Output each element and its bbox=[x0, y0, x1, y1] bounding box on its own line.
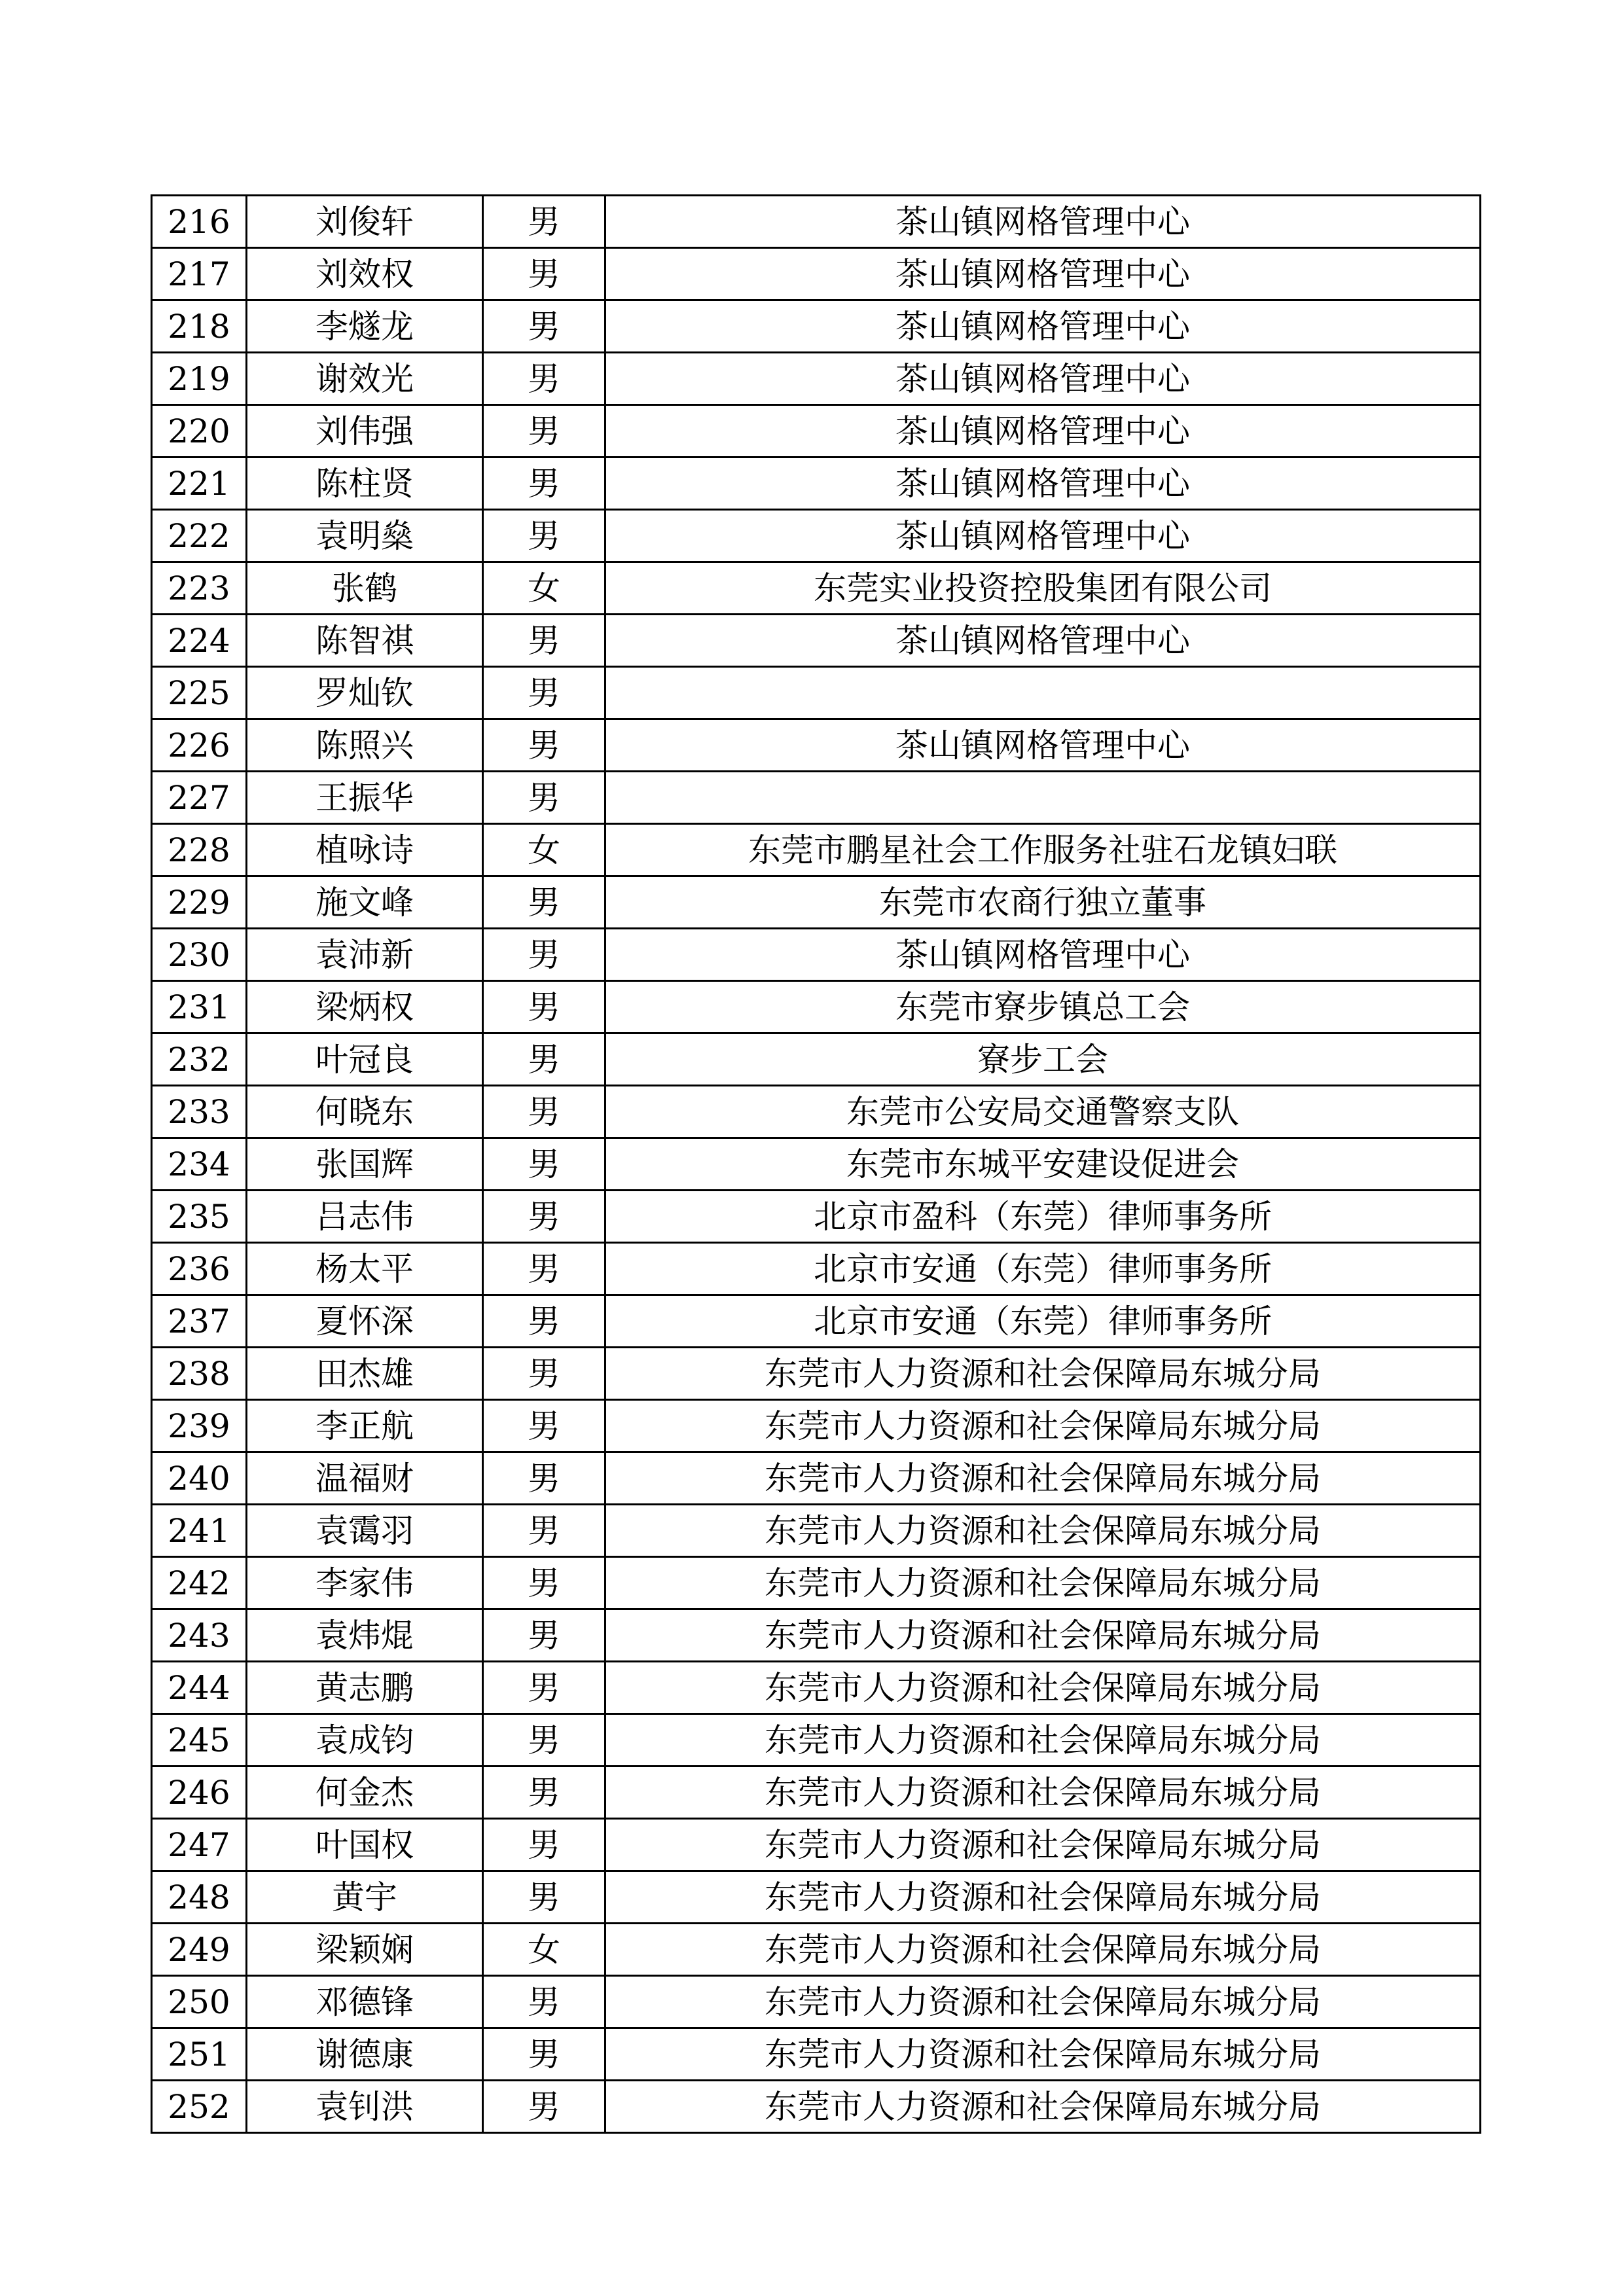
table-row bbox=[152, 1819, 1481, 1871]
row-number-cell: 226 bbox=[152, 719, 247, 772]
roster-table bbox=[151, 194, 1481, 2134]
gender-cell: 男 bbox=[483, 1400, 605, 1452]
name-cell: 黄志鹏 bbox=[247, 1662, 483, 1714]
row-number-cell: 219 bbox=[152, 353, 247, 405]
unit-cell: 东莞实业投资控股集团有限公司 bbox=[605, 562, 1481, 615]
name-cell: 梁颖娴 bbox=[247, 1924, 483, 1976]
row-number-cell: 241 bbox=[152, 1505, 247, 1557]
row-number-cell: 228 bbox=[152, 824, 247, 876]
unit-cell: 东莞市人力资源和社会保障局东城分局 bbox=[605, 1819, 1481, 1871]
unit-cell: 茶山镇网格管理中心 bbox=[605, 929, 1481, 981]
table-row bbox=[152, 353, 1481, 405]
row-number-cell: 222 bbox=[152, 510, 247, 562]
unit-cell: 东莞市人力资源和社会保障局东城分局 bbox=[605, 1767, 1481, 1819]
name-cell: 陈照兴 bbox=[247, 719, 483, 772]
table-row bbox=[152, 510, 1481, 562]
row-number-cell: 238 bbox=[152, 1348, 247, 1400]
gender-cell: 男 bbox=[483, 667, 605, 719]
gender-cell: 男 bbox=[483, 1714, 605, 1767]
unit-cell: 茶山镇网格管理中心 bbox=[605, 353, 1481, 405]
row-number-cell: 246 bbox=[152, 1767, 247, 1819]
gender-cell: 男 bbox=[483, 719, 605, 772]
gender-cell: 男 bbox=[483, 353, 605, 405]
row-number-cell: 225 bbox=[152, 667, 247, 719]
gender-cell: 男 bbox=[483, 1662, 605, 1714]
unit-cell: 东莞市人力资源和社会保障局东城分局 bbox=[605, 1924, 1481, 1976]
table-row bbox=[152, 929, 1481, 981]
name-cell: 张鹤 bbox=[247, 562, 483, 615]
table-row bbox=[152, 1714, 1481, 1767]
gender-cell: 男 bbox=[483, 1138, 605, 1191]
name-cell: 袁成钧 bbox=[247, 1714, 483, 1767]
gender-cell: 男 bbox=[483, 876, 605, 929]
table-row bbox=[152, 1086, 1481, 1138]
name-cell: 黄宇 bbox=[247, 1871, 483, 1924]
table-row bbox=[152, 1191, 1481, 1243]
name-cell: 陈智祺 bbox=[247, 615, 483, 667]
unit-cell: 茶山镇网格管理中心 bbox=[605, 300, 1481, 353]
table-row bbox=[152, 1557, 1481, 1609]
name-cell: 施文峰 bbox=[247, 876, 483, 929]
table-row bbox=[152, 457, 1481, 510]
unit-cell: 东莞市人力资源和社会保障局东城分局 bbox=[605, 1557, 1481, 1609]
name-cell: 何晓东 bbox=[247, 1086, 483, 1138]
table-row bbox=[152, 1138, 1481, 1191]
unit-cell: 茶山镇网格管理中心 bbox=[605, 405, 1481, 457]
unit-cell: 东莞市人力资源和社会保障局东城分局 bbox=[605, 1871, 1481, 1924]
gender-cell: 男 bbox=[483, 1295, 605, 1348]
table-row bbox=[152, 1033, 1481, 1086]
name-cell: 邓德锋 bbox=[247, 1976, 483, 2028]
row-number-cell: 227 bbox=[152, 772, 247, 824]
unit-cell: 东莞市公安局交通警察支队 bbox=[605, 1086, 1481, 1138]
gender-cell: 男 bbox=[483, 2081, 605, 2133]
gender-cell: 男 bbox=[483, 1871, 605, 1924]
table-row bbox=[152, 1452, 1481, 1505]
unit-cell: 茶山镇网格管理中心 bbox=[605, 196, 1481, 248]
name-cell: 田杰雄 bbox=[247, 1348, 483, 1400]
unit-cell: 茶山镇网格管理中心 bbox=[605, 510, 1481, 562]
gender-cell: 男 bbox=[483, 1505, 605, 1557]
row-number-cell: 236 bbox=[152, 1243, 247, 1295]
table-row bbox=[152, 1348, 1481, 1400]
unit-cell: 北京市安通（东莞）律师事务所 bbox=[605, 1295, 1481, 1348]
unit-cell: 北京市安通（东莞）律师事务所 bbox=[605, 1243, 1481, 1295]
table-row bbox=[152, 1662, 1481, 1714]
row-number-cell: 221 bbox=[152, 457, 247, 510]
gender-cell: 男 bbox=[483, 1348, 605, 1400]
row-number-cell: 234 bbox=[152, 1138, 247, 1191]
table-row bbox=[152, 300, 1481, 353]
roster-body bbox=[152, 196, 1481, 2133]
table-row bbox=[152, 1871, 1481, 1924]
table-row bbox=[152, 719, 1481, 772]
gender-cell: 男 bbox=[483, 405, 605, 457]
row-number-cell: 244 bbox=[152, 1662, 247, 1714]
name-cell: 谢德康 bbox=[247, 2028, 483, 2081]
name-cell: 袁沛新 bbox=[247, 929, 483, 981]
name-cell: 夏怀深 bbox=[247, 1295, 483, 1348]
table-row bbox=[152, 1767, 1481, 1819]
name-cell: 刘伟强 bbox=[247, 405, 483, 457]
table-row bbox=[152, 1924, 1481, 1976]
unit-cell bbox=[605, 772, 1481, 824]
table-row bbox=[152, 772, 1481, 824]
row-number-cell: 240 bbox=[152, 1452, 247, 1505]
name-cell: 刘效权 bbox=[247, 248, 483, 300]
unit-cell: 东莞市人力资源和社会保障局东城分局 bbox=[605, 1714, 1481, 1767]
table-row bbox=[152, 2081, 1481, 2133]
name-cell: 袁明燊 bbox=[247, 510, 483, 562]
row-number-cell: 247 bbox=[152, 1819, 247, 1871]
unit-cell: 东莞市人力资源和社会保障局东城分局 bbox=[605, 2081, 1481, 2133]
table-row bbox=[152, 1976, 1481, 2028]
table-row bbox=[152, 405, 1481, 457]
unit-cell: 东莞市人力资源和社会保障局东城分局 bbox=[605, 1662, 1481, 1714]
gender-cell: 男 bbox=[483, 248, 605, 300]
row-number-cell: 232 bbox=[152, 1033, 247, 1086]
table-row bbox=[152, 2028, 1481, 2081]
gender-cell: 男 bbox=[483, 1452, 605, 1505]
gender-cell: 男 bbox=[483, 2028, 605, 2081]
row-number-cell: 251 bbox=[152, 2028, 247, 2081]
unit-cell: 茶山镇网格管理中心 bbox=[605, 457, 1481, 510]
gender-cell: 男 bbox=[483, 510, 605, 562]
name-cell: 王振华 bbox=[247, 772, 483, 824]
table-row bbox=[152, 562, 1481, 615]
gender-cell: 女 bbox=[483, 562, 605, 615]
unit-cell bbox=[605, 667, 1481, 719]
name-cell: 杨太平 bbox=[247, 1243, 483, 1295]
name-cell: 梁炳权 bbox=[247, 981, 483, 1033]
table-row bbox=[152, 1609, 1481, 1662]
row-number-cell: 248 bbox=[152, 1871, 247, 1924]
row-number-cell: 250 bbox=[152, 1976, 247, 2028]
name-cell: 陈柱贤 bbox=[247, 457, 483, 510]
gender-cell: 女 bbox=[483, 824, 605, 876]
gender-cell: 男 bbox=[483, 615, 605, 667]
unit-cell: 东莞市人力资源和社会保障局东城分局 bbox=[605, 1976, 1481, 2028]
name-cell: 袁霭羽 bbox=[247, 1505, 483, 1557]
gender-cell: 男 bbox=[483, 300, 605, 353]
gender-cell: 男 bbox=[483, 457, 605, 510]
unit-cell: 茶山镇网格管理中心 bbox=[605, 615, 1481, 667]
table-row bbox=[152, 824, 1481, 876]
gender-cell: 男 bbox=[483, 1086, 605, 1138]
row-number-cell: 233 bbox=[152, 1086, 247, 1138]
unit-cell: 东莞市农商行独立董事 bbox=[605, 876, 1481, 929]
gender-cell: 男 bbox=[483, 981, 605, 1033]
row-number-cell: 252 bbox=[152, 2081, 247, 2133]
table-row bbox=[152, 1243, 1481, 1295]
table-row bbox=[152, 876, 1481, 929]
name-cell: 叶国权 bbox=[247, 1819, 483, 1871]
name-cell: 刘俊轩 bbox=[247, 196, 483, 248]
table-row bbox=[152, 1505, 1481, 1557]
row-number-cell: 237 bbox=[152, 1295, 247, 1348]
gender-cell: 男 bbox=[483, 1976, 605, 2028]
unit-cell: 北京市盈科（东莞）律师事务所 bbox=[605, 1191, 1481, 1243]
name-cell: 李家伟 bbox=[247, 1557, 483, 1609]
row-number-cell: 217 bbox=[152, 248, 247, 300]
name-cell: 李正航 bbox=[247, 1400, 483, 1452]
name-cell: 吕志伟 bbox=[247, 1191, 483, 1243]
table-row bbox=[152, 981, 1481, 1033]
unit-cell: 东莞市东城平安建设促进会 bbox=[605, 1138, 1481, 1191]
row-number-cell: 249 bbox=[152, 1924, 247, 1976]
row-number-cell: 223 bbox=[152, 562, 247, 615]
name-cell: 叶冠良 bbox=[247, 1033, 483, 1086]
gender-cell: 女 bbox=[483, 1924, 605, 1976]
unit-cell: 茶山镇网格管理中心 bbox=[605, 719, 1481, 772]
row-number-cell: 218 bbox=[152, 300, 247, 353]
row-number-cell: 220 bbox=[152, 405, 247, 457]
row-number-cell: 229 bbox=[152, 876, 247, 929]
table-row bbox=[152, 1400, 1481, 1452]
unit-cell: 茶山镇网格管理中心 bbox=[605, 248, 1481, 300]
gender-cell: 男 bbox=[483, 1191, 605, 1243]
gender-cell: 男 bbox=[483, 196, 605, 248]
name-cell: 植咏诗 bbox=[247, 824, 483, 876]
name-cell: 张国辉 bbox=[247, 1138, 483, 1191]
table-row bbox=[152, 1295, 1481, 1348]
name-cell: 温福财 bbox=[247, 1452, 483, 1505]
name-cell: 袁钊洪 bbox=[247, 2081, 483, 2133]
unit-cell: 东莞市人力资源和社会保障局东城分局 bbox=[605, 2028, 1481, 2081]
name-cell: 谢效光 bbox=[247, 353, 483, 405]
unit-cell: 东莞市鹏星社会工作服务社驻石龙镇妇联 bbox=[605, 824, 1481, 876]
gender-cell: 男 bbox=[483, 1243, 605, 1295]
unit-cell: 东莞市寮步镇总工会 bbox=[605, 981, 1481, 1033]
unit-cell: 东莞市人力资源和社会保障局东城分局 bbox=[605, 1609, 1481, 1662]
table-row bbox=[152, 196, 1481, 248]
gender-cell: 男 bbox=[483, 1557, 605, 1609]
row-number-cell: 239 bbox=[152, 1400, 247, 1452]
row-number-cell: 231 bbox=[152, 981, 247, 1033]
name-cell: 罗灿钦 bbox=[247, 667, 483, 719]
name-cell: 何金杰 bbox=[247, 1767, 483, 1819]
gender-cell: 男 bbox=[483, 772, 605, 824]
row-number-cell: 245 bbox=[152, 1714, 247, 1767]
gender-cell: 男 bbox=[483, 1033, 605, 1086]
table-row bbox=[152, 248, 1481, 300]
row-number-cell: 235 bbox=[152, 1191, 247, 1243]
row-number-cell: 230 bbox=[152, 929, 247, 981]
name-cell: 李燧龙 bbox=[247, 300, 483, 353]
gender-cell: 男 bbox=[483, 1609, 605, 1662]
row-number-cell: 224 bbox=[152, 615, 247, 667]
unit-cell: 东莞市人力资源和社会保障局东城分局 bbox=[605, 1348, 1481, 1400]
gender-cell: 男 bbox=[483, 1767, 605, 1819]
row-number-cell: 216 bbox=[152, 196, 247, 248]
unit-cell: 东莞市人力资源和社会保障局东城分局 bbox=[605, 1452, 1481, 1505]
name-cell: 袁炜焜 bbox=[247, 1609, 483, 1662]
gender-cell: 男 bbox=[483, 929, 605, 981]
unit-cell: 寮步工会 bbox=[605, 1033, 1481, 1086]
unit-cell: 东莞市人力资源和社会保障局东城分局 bbox=[605, 1505, 1481, 1557]
gender-cell: 男 bbox=[483, 1819, 605, 1871]
table-row bbox=[152, 615, 1481, 667]
row-number-cell: 243 bbox=[152, 1609, 247, 1662]
unit-cell: 东莞市人力资源和社会保障局东城分局 bbox=[605, 1400, 1481, 1452]
row-number-cell: 242 bbox=[152, 1557, 247, 1609]
table-row bbox=[152, 667, 1481, 719]
